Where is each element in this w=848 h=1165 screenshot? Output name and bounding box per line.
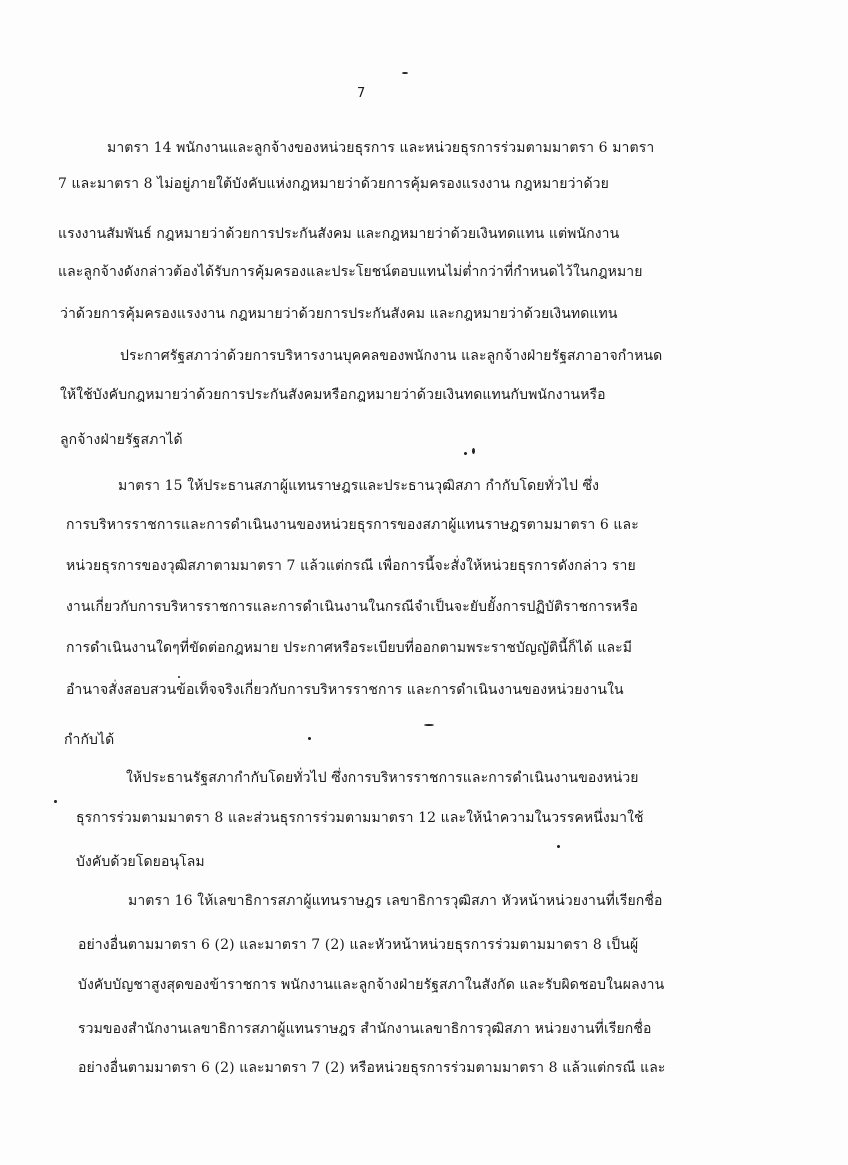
text-line: อย่างอื่นตามมาตรา 6 (2) และมาตรา 7 (2) หรือหน่วยธุรการร่วมตามมาตรา 8 แล้วแต่กรณี และ [78,1060,666,1076]
text-line: การดำเนินงานใดๆที่ขัดต่อกฎหมาย ประกาศหรือระเบียบที่ออกตามพระราชบัญญัตินี้ก็ได้ และมี [66,640,633,656]
scan-speck [424,724,434,726]
text-line: รวมของสำนักงานเลขาธิการสภาผู้แทนราษฎร สำนักงานเลขาธิการวุฒิสภา หน่วยงานที่เรียกชื่อ [78,1021,652,1037]
scan-speck [308,737,311,740]
text-line: แรงงานสัมพันธ์ กฎหมายว่าด้วยการประกันสังคม และกฎหมายว่าด้วยเงินทดแทน แต่พนักงาน [58,226,620,242]
text-line: บังคับบัญชาสูงสุดของข้าราชการ พนักงานและลูกจ้างฝ่ายรัฐสภาในสังกัด และรับผิดชอบในผลงาน [78,977,665,993]
text-line: มาตรา 15 ให้ประธานสภาผู้แทนราษฎรและประธานวุฒิสภา กำกับโดยทั่วไป ซึ่ง [118,478,600,494]
text-line: ว่าด้วยการคุ้มครองแรงงาน กฎหมายว่าด้วยการประกันสังคม และกฎหมายว่าด้วยเงินทดแทน [60,306,618,322]
scan-speck [557,845,560,848]
text-line: ให้ประธานรัฐสภากำกับโดยทั่วไป ซึ่งการบริหารราชการและการดำเนินงานของหน่วย [126,770,639,786]
scan-speck [54,800,57,803]
text-line: และลูกจ้างดังกล่าวต้องได้รับการคุ้มครองและประโยชน์ตอบแทนไม่ต่ำกว่าที่กำหนดไว้ในกฎหมาย [58,264,643,280]
text-line: 7 และมาตรา 8 ไม่อยู่ภายใต้บังคับแห่งกฎหมายว่าด้วยการคุ้มครองแรงงาน กฎหมายว่าด้วย [58,176,609,192]
text-line: อย่างอื่นตามมาตรา 6 (2) และมาตรา 7 (2) และหัวหน้าหน่วยธุรการร่วมตามมาตรา 8 เป็นผู้ [78,937,639,953]
scan-speck [472,448,475,454]
text-line: การบริหารราชการและการดำเนินงานของหน่วยธุรการของสภาผู้แทนราษฎรตามมาตรา 6 และ [66,517,639,533]
text-line: งานเกี่ยวกับการบริหารราชการและการดำเนินงานในกรณีจำเป็นจะยับยั้งการปฏิบัติราชการหรือ [66,599,638,615]
text-line: กำกับได้ [64,732,115,748]
text-line: มาตรา 16 ให้เลขาธิการสภาผู้แทนราษฎร เลขาธิการวุฒิสภา หัวหน้าหน่วยงานที่เรียกชื่อ [128,893,663,909]
text-line: บังคับด้วยโดยอนุโลม [76,854,205,870]
text-line: อำนาจสั่งสอบสวนข้อเท็จจริงเกี่ยวกับการบริหารราชการ และการดำเนินงานของหน่วยงานใน [66,682,624,698]
text-line: หน่วยธุรการของวุฒิสภาตามมาตรา 7 แล้วแต่กรณี เพื่อการนี้จะสั่งให้หน่วยธุรการดังกล่าว ราย [66,558,636,574]
text-line: มาตรา 14 พนักงานและลูกจ้างของหน่วยธุรการ และหน่วยธุรการร่วมตามมาตรา 6 มาตรา [107,140,655,156]
text-line: ธุรการร่วมตามมาตรา 8 และส่วนธุรการร่วมตามมาตรา 12 และให้นำความในวรรคหนึ่งมาใช้ [76,810,644,826]
scan-speck [402,72,408,74]
text-line: ลูกจ้างฝ่ายรัฐสภาได้ [60,432,183,448]
scan-speck [464,452,467,455]
text-line: ให้ใช้บังคับกฎหมายว่าด้วยการประกันสังคมหรือกฎหมายว่าด้วยเงินทดแทนกับพนักงานหรือ [60,387,606,403]
scan-speck [178,676,180,678]
page-number: 7 [357,86,366,101]
text-line: ประกาศรัฐสภาว่าด้วยการบริหารงานบุคคลของพนักงาน และลูกจ้างฝ่ายรัฐสภาอาจกำหนด [120,348,663,364]
